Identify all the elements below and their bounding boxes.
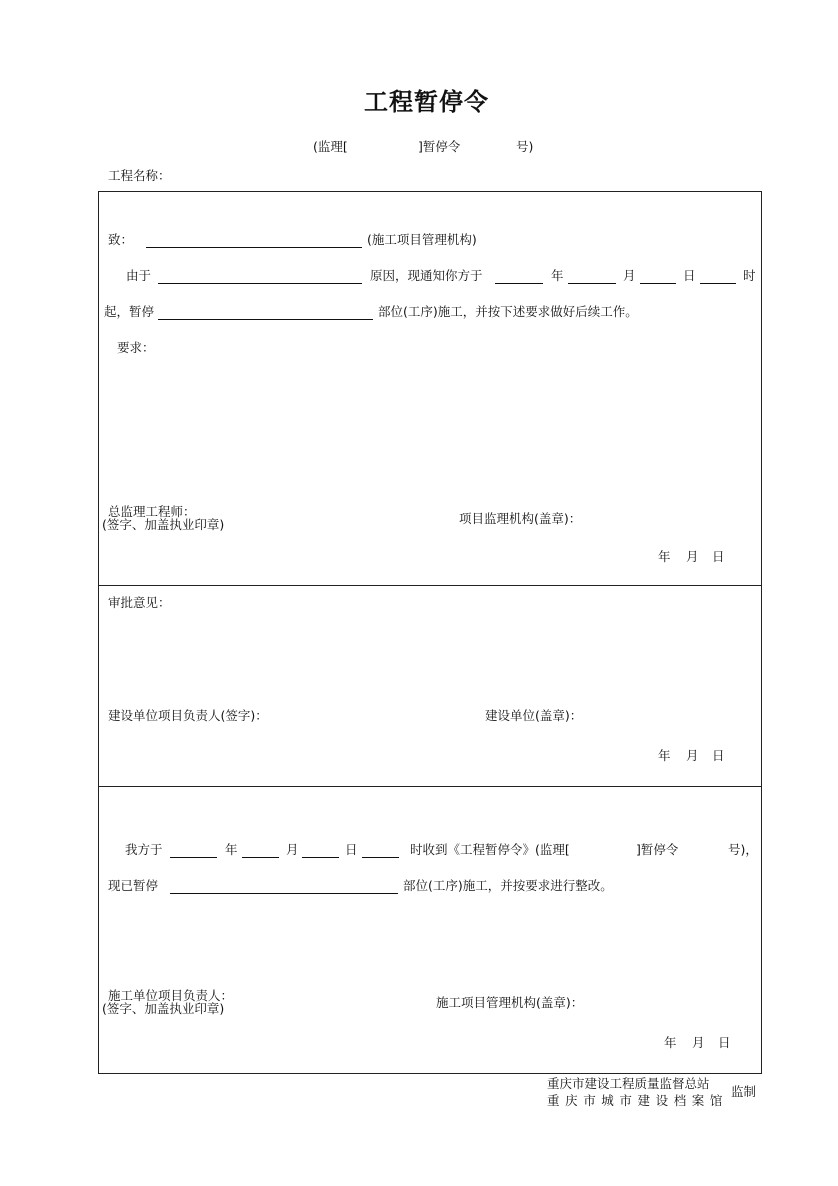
month-label: 月 bbox=[286, 842, 299, 857]
stop-part-field[interactable] bbox=[158, 319, 373, 320]
to-suffix: (施工项目管理机构) bbox=[367, 232, 477, 247]
org-seal-label: 项目监理机构(盖章)： bbox=[459, 511, 582, 526]
hour-field[interactable] bbox=[362, 857, 399, 858]
year-field[interactable] bbox=[495, 283, 543, 284]
engineer-note: (签字、加盖执业印章) bbox=[102, 517, 225, 532]
order-middle: ]暂停令 bbox=[636, 842, 679, 857]
hour-field[interactable] bbox=[700, 283, 736, 284]
order-number-middle: ]暂停令 bbox=[418, 139, 461, 154]
month-field[interactable] bbox=[568, 283, 616, 284]
received-text: 时收到《工程暂停令》(监理[ bbox=[410, 842, 570, 857]
order-number-suffix: 号) bbox=[516, 139, 534, 154]
stop-prefix: 起，暂停 bbox=[104, 304, 155, 319]
stopped-prefix: 现已暂停 bbox=[108, 878, 159, 893]
requirements-label: 要求： bbox=[117, 340, 155, 355]
year-label: 年 bbox=[551, 268, 564, 283]
date-year: 年 bbox=[658, 549, 671, 564]
to-label: 致： bbox=[108, 232, 134, 247]
date-year: 年 bbox=[664, 1035, 677, 1050]
divider bbox=[98, 585, 762, 586]
issuer-1: 重庆市建设工程质量监督总站 bbox=[547, 1076, 710, 1091]
stop-suffix: 部位(工序)施工，并按下述要求做好后续工作。 bbox=[378, 304, 638, 319]
issuer-2: 重庆市城市建设档案馆 bbox=[547, 1093, 729, 1108]
order-number-prefix: (监理[ bbox=[313, 139, 348, 154]
owner-rep-label: 建设单位项目负责人(签字)： bbox=[108, 708, 268, 723]
reason-field[interactable] bbox=[158, 283, 362, 284]
year-field[interactable] bbox=[170, 857, 217, 858]
we-prefix: 我方于 bbox=[125, 842, 163, 857]
supervised-label: 监制 bbox=[731, 1084, 757, 1099]
contractor-rep-label: 施工单位项目负责人： bbox=[108, 988, 234, 1003]
month-label: 月 bbox=[623, 268, 636, 283]
date-month: 月 bbox=[692, 1035, 705, 1050]
stopped-part-field[interactable] bbox=[170, 893, 398, 894]
reason-prefix: 由于 bbox=[126, 268, 152, 283]
stopped-suffix: 部位(工序)施工，并按要求进行整改。 bbox=[403, 878, 613, 893]
to-field[interactable] bbox=[146, 247, 362, 248]
date-year: 年 bbox=[658, 748, 671, 763]
year-label: 年 bbox=[225, 842, 238, 857]
project-name-label: 工程名称： bbox=[108, 168, 171, 183]
day-field[interactable] bbox=[302, 857, 339, 858]
day-label: 日 bbox=[683, 268, 696, 283]
date-month: 月 bbox=[686, 549, 699, 564]
contractor-seal-label: 施工项目管理机构(盖章)： bbox=[436, 995, 584, 1010]
form-box bbox=[98, 191, 762, 1074]
date-day: 日 bbox=[718, 1035, 731, 1050]
approval-label: 审批意见： bbox=[108, 595, 171, 610]
date-month: 月 bbox=[686, 748, 699, 763]
hour-label: 时 bbox=[743, 268, 756, 283]
order-suffix: 号)， bbox=[728, 842, 758, 857]
month-field[interactable] bbox=[242, 857, 279, 858]
contractor-rep-note: (签字、加盖执业印章) bbox=[102, 1001, 225, 1016]
divider bbox=[98, 786, 762, 787]
date-day: 日 bbox=[712, 748, 725, 763]
reason-middle: 原因，现通知你方于 bbox=[370, 268, 483, 283]
page-title: 工程暂停令 bbox=[364, 88, 489, 116]
owner-seal-label: 建设单位(盖章)： bbox=[485, 708, 583, 723]
day-field[interactable] bbox=[640, 283, 676, 284]
date-day: 日 bbox=[712, 549, 725, 564]
engineer-label: 总监理工程师： bbox=[108, 504, 196, 519]
day-label: 日 bbox=[345, 842, 358, 857]
